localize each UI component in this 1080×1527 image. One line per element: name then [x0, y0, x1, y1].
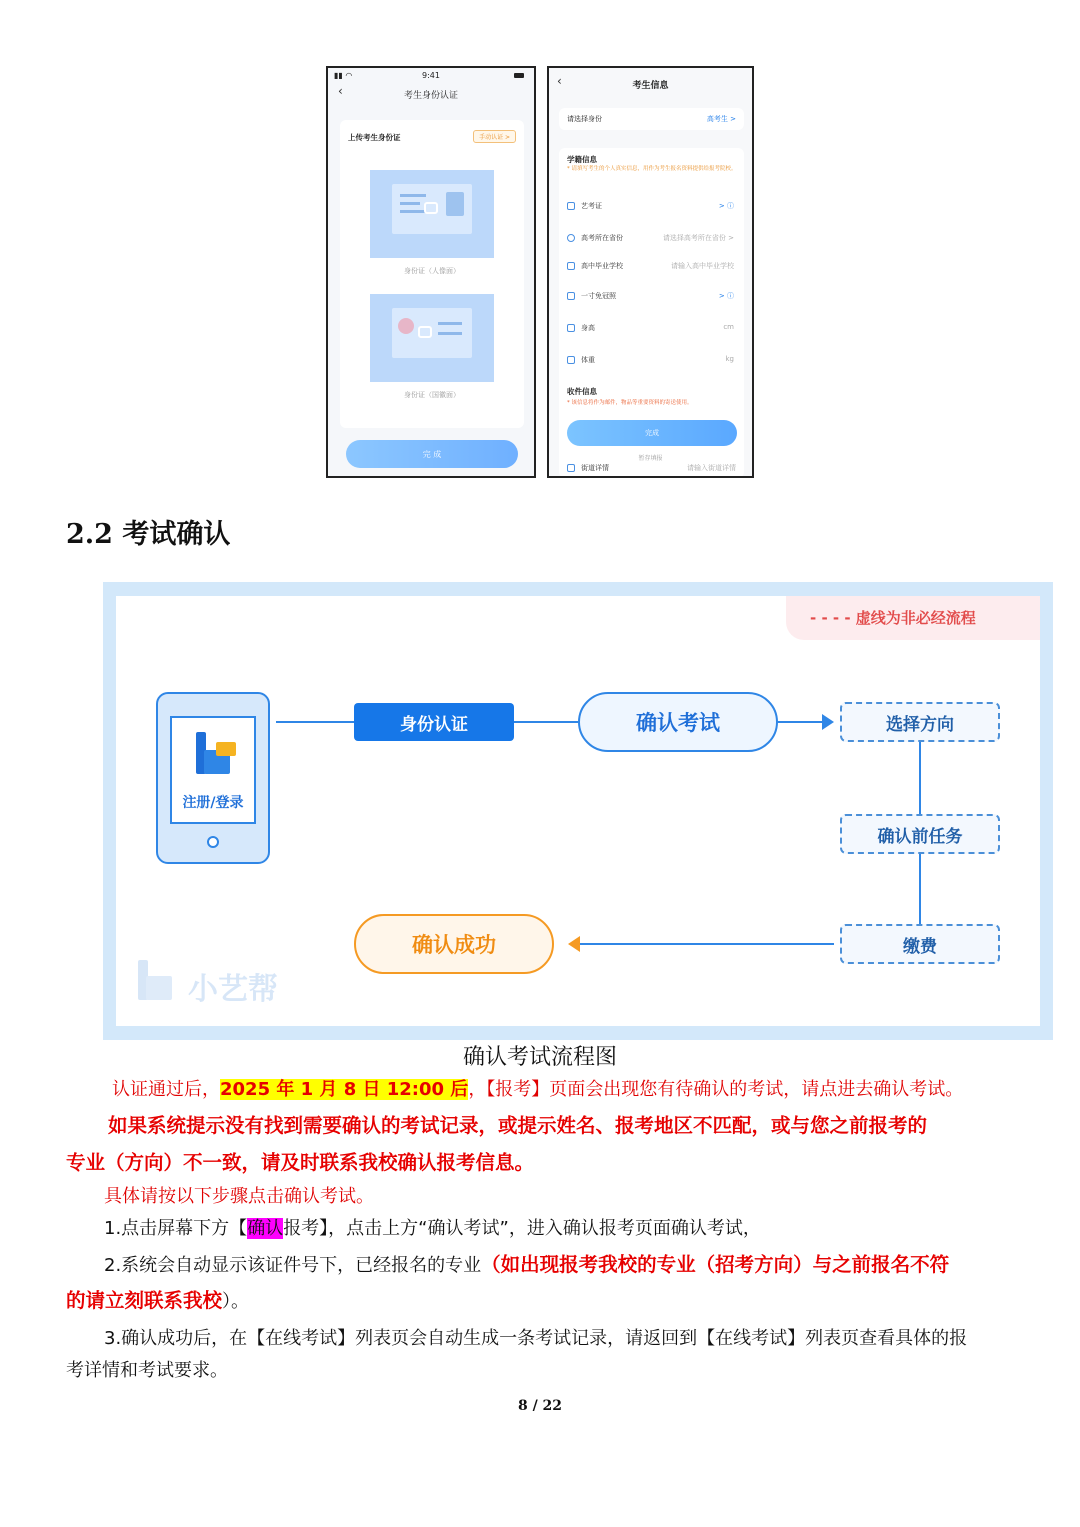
field-high-school[interactable]: 高中毕业学校 请输入高中毕业学校 — [567, 260, 734, 276]
nav-title: 考生身份认证 — [403, 91, 458, 101]
front-caption: 身份证（人像面） — [404, 267, 460, 275]
node-pre-confirm-task: 确认前任务 — [840, 814, 1000, 854]
node-choose-direction: 选择方向 — [840, 702, 1000, 742]
node-confirm-exam: 确认考试 — [578, 692, 778, 752]
field-photo[interactable]: 一寸免冠照 > ⓘ — [567, 290, 734, 306]
phone-screenshot-id-auth — [326, 66, 536, 478]
register-login-label: 注册/登录 — [182, 795, 244, 811]
back-chevron-icon[interactable]: ‹ — [338, 84, 343, 98]
upload-card — [340, 120, 524, 428]
paragraph-warning-2: 专业（方向）不一致，请及时联系我校确认报考信息。 — [66, 1151, 535, 1174]
field-height[interactable]: 身高 cm — [567, 322, 734, 338]
watermark-text: 小艺帮 — [188, 972, 278, 1007]
id-front-upload[interactable] — [370, 170, 494, 258]
status-bar — [328, 70, 534, 84]
step-3-line-2: 考详情和考试要求。 — [66, 1360, 228, 1381]
nav-title: 考生信息 — [632, 81, 669, 91]
step-2-line-1: 2.系统会自动显示该证件号下，已经报名的专业（如出现报考我校的专业（招考方向）与之前报名不符 — [104, 1253, 950, 1276]
emblem-icon — [398, 318, 414, 334]
signal-icon: ▮▮ ◠ — [334, 71, 353, 80]
node-confirm-success: 确认成功 — [354, 914, 554, 974]
register-phone-node — [156, 692, 270, 864]
back-chevron-icon[interactable]: ‹ — [557, 74, 562, 88]
step-2-line-2: 的请立刻联系我校）。 — [66, 1289, 250, 1312]
save-later-link[interactable]: 暂存填报 — [638, 455, 663, 462]
legend-text: - - - - 虚线为非必经流程 — [810, 609, 976, 627]
identity-row[interactable] — [559, 108, 744, 130]
identity-value: 高考生 > — [706, 115, 736, 123]
phone-screenshot-student-info — [547, 66, 754, 478]
back-caption: 身份证（国徽面） — [404, 391, 460, 399]
id-card-front-icon — [392, 184, 472, 234]
done-button[interactable]: 完 成 — [346, 440, 518, 468]
flowchart — [116, 596, 1040, 1026]
done-button[interactable]: 完成 — [567, 420, 737, 446]
step-3-line-1: 3.确认成功后，在【在线考试】列表页会自动生成一条考试记录，请返回到【在线考试】列表页查看具体的报 — [104, 1328, 968, 1349]
battery-icon — [514, 73, 524, 78]
step-1: 1.点击屏幕下方【确认报考】，点击上方“确认考试”，进入确认报考页面确认考试， — [104, 1218, 761, 1239]
id-card-back-icon — [392, 308, 472, 358]
figure-caption: 确认考试流程图 — [462, 1045, 617, 1070]
field-exam-province[interactable]: 高考所在省份 请选择高考所在省份 > — [567, 232, 734, 248]
section-heading: 2.2 考试确认 — [66, 519, 231, 550]
camera-icon — [418, 326, 432, 338]
camera-icon — [424, 202, 438, 214]
node-payment: 缴费 — [840, 924, 1000, 964]
manual-auth-button[interactable]: 手动认证 > — [473, 130, 516, 143]
id-back-upload[interactable] — [370, 294, 494, 382]
page-number: 8 / 22 — [517, 1398, 563, 1414]
paragraph-warning-1: 如果系统提示没有找到需要确认的考试记录，或提示姓名、报考地区不匹配，或与您之前报考的 — [108, 1114, 928, 1137]
paragraph-steps-intro: 具体请按以下步骤点击确认考试。 — [104, 1186, 374, 1207]
phone-screen — [170, 716, 256, 824]
section-mail: 收件信息 — [567, 387, 597, 396]
watermark-logo — [138, 958, 318, 1010]
highlight-confirm: 确认 — [247, 1218, 284, 1239]
app-logo-icon — [196, 732, 236, 778]
identity-label: 请选择身份 — [567, 115, 602, 123]
paragraph-auth-time: 认证通过后，2025 年 1 月 8 日 12:00 后，【报考】页面会出现您有待确认的考试，请点进去确认考试。 — [112, 1079, 964, 1100]
section-school: 学籍信息 — [567, 155, 597, 164]
home-button-icon — [207, 836, 219, 848]
highlight-date: 2025 年 1 月 8 日 12:00 后 — [220, 1079, 469, 1100]
upload-title: 上传考生身份证 — [348, 133, 401, 142]
node-identity-auth: 身份认证 — [354, 703, 514, 741]
field-weight[interactable]: 体重 kg — [567, 354, 734, 370]
field-art-exam-card[interactable]: 艺考证 > ⓘ — [567, 200, 734, 216]
mail-note: * 该信息将作为邮件，物品等重要资料的寄送使用。 — [567, 400, 693, 406]
school-note: * 请填写考生的个人真实信息，用作为考生报名资料提供给报考院校。 — [567, 166, 737, 172]
status-time: 9:41 — [422, 71, 440, 80]
field-street[interactable]: 街道详情 请输入街道详情 — [567, 462, 736, 478]
